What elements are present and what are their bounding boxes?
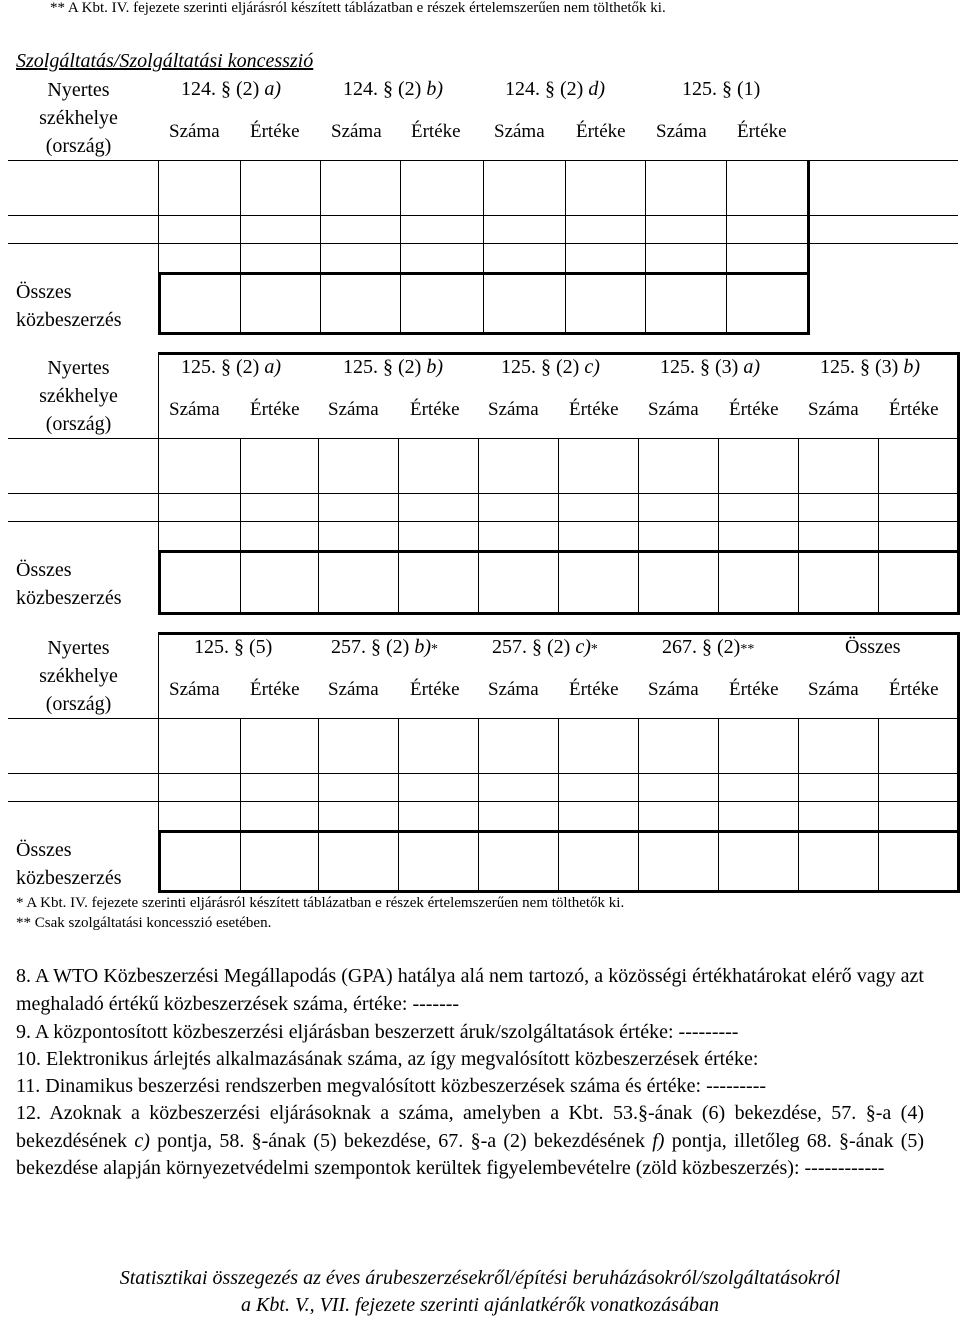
sub-header-count: Száma xyxy=(328,679,379,700)
sub-header-value: Értéke xyxy=(889,679,939,700)
paragraph-8: 8. A WTO Közbeszerzési Megállapodás (GPA) hatálya alá nem tartozó, a közösségi értékhatárokat elérő vagy azt meghaladó értékű közbeszerzések száma, értéke: ------- xyxy=(16,965,924,1015)
sub-header-value: Értéke xyxy=(250,679,300,700)
group-header: 257. § (2) c)* xyxy=(492,636,598,658)
sub-header-count: Száma xyxy=(169,399,220,420)
group-header: 125. § (2) c) xyxy=(501,356,600,378)
total-label-line: közbeszerzés xyxy=(16,867,122,889)
row-header-line: (ország) xyxy=(45,413,112,435)
paragraph-12: 12. Azoknak a közbeszerzési eljárásoknak a száma, amelyben a Kbt. 53.§-ának (6) bekezdése, 57. §-a (4) bekezdésének c) pontja, 58. §-ának (5) bekezdése, 67. §-a (2) bekezdésének f) pontja, illetőleg 68. §-ának (5) bekezdése alapján környezetvédelmi szempontok kerültek figyelembevételre (zöld közbeszerzés): ------------ xyxy=(16,1102,925,1179)
sub-header-value: Értéke xyxy=(729,399,779,420)
paragraph-10: 10. Elektronikus árlejtés alkalmazásának száma, az így megvalósított közbeszerzések értéke: xyxy=(16,1048,759,1070)
group-header: 124. § (2) b) xyxy=(343,78,443,100)
sub-header-count: Száma xyxy=(648,399,699,420)
row-header-line: székhelye xyxy=(39,107,118,129)
sub-header-value: Értéke xyxy=(250,121,300,142)
row-header-line: Nyertes xyxy=(47,637,110,659)
sub-header-count: Száma xyxy=(808,679,859,700)
row-header-line: székhelye xyxy=(39,385,118,407)
row-header-line: Nyertes xyxy=(47,357,110,379)
sub-header-value: Értéke xyxy=(410,679,460,700)
total-row-label xyxy=(16,556,122,612)
sub-header-value: Értéke xyxy=(569,399,619,420)
total-label-line: közbeszerzés xyxy=(16,587,122,609)
paragraph-9: 9. A központosított közbeszerzési eljárásban beszerzett áruk/szolgáltatások értéke: --------- xyxy=(16,1021,739,1043)
sub-header-value: Értéke xyxy=(250,399,300,420)
group-header-total: Összes xyxy=(845,636,901,658)
sub-header-value: Értéke xyxy=(410,399,460,420)
sub-header-value: Értéke xyxy=(411,121,461,142)
footer-line: a Kbt. V., VII. fejezete szerinti ajánlatkérők vonatkozásában xyxy=(241,1294,719,1316)
footer-line: Statisztikai összegezés az éves árubeszerzésekről/építési beruházásokról/szolgáltatásokról xyxy=(119,1267,841,1289)
sub-header-count: Száma xyxy=(488,399,539,420)
page-footer xyxy=(0,1265,960,1319)
row-header xyxy=(16,76,141,160)
total-label-line: Összes xyxy=(16,559,72,581)
group-header: 125. § (2) a) xyxy=(181,356,281,378)
sub-header-count: Száma xyxy=(648,679,699,700)
total-row-label xyxy=(16,836,122,892)
group-header: 125. § (1) xyxy=(682,78,761,100)
total-row-label xyxy=(16,278,122,334)
sub-header-count: Száma xyxy=(169,679,220,700)
sub-header-count: Száma xyxy=(169,121,220,142)
group-header: 125. § (3) b) xyxy=(820,356,920,378)
group-header: 125. § (5) xyxy=(194,636,273,658)
sub-header-value: Értéke xyxy=(737,121,787,142)
row-header-line: Nyertes xyxy=(47,79,110,101)
total-label-line: közbeszerzés xyxy=(16,309,122,331)
group-header: 124. § (2) a) xyxy=(181,78,281,100)
footnote-1: * A Kbt. IV. fejezete szerinti eljárásról készített táblázatban e részek értelemszerűen nem tölthetők ki. xyxy=(16,895,625,911)
sub-header-count: Száma xyxy=(328,399,379,420)
row-header-line: (ország) xyxy=(45,135,112,157)
row-header-line: székhelye xyxy=(39,665,118,687)
group-header: 125. § (2) b) xyxy=(343,356,443,378)
total-label-line: Összes xyxy=(16,281,72,303)
paragraph-11: 11. Dinamikus beszerzési rendszerben megvalósított közbeszerzések száma és értéke: --------- xyxy=(16,1075,767,1097)
row-header-line: (ország) xyxy=(45,693,112,715)
sub-header-value: Értéke xyxy=(569,679,619,700)
sub-header-count: Száma xyxy=(808,399,859,420)
group-header: 125. § (3) a) xyxy=(660,356,760,378)
sub-header-count: Száma xyxy=(656,121,707,142)
top-note: ** A Kbt. IV. fejezete szerinti eljárásról készített táblázatban e részek értelemszerűen nem tölthetők ki. xyxy=(50,0,666,16)
sub-header-value: Értéke xyxy=(889,399,939,420)
total-label-line: Összes xyxy=(16,839,72,861)
sub-header-count: Száma xyxy=(488,679,539,700)
row-header xyxy=(16,354,141,438)
section-title: Szolgáltatás/Szolgáltatási koncesszió xyxy=(16,50,314,72)
sub-header-value: Értéke xyxy=(729,679,779,700)
group-header: 267. § (2)** xyxy=(662,636,755,658)
group-header: 124. § (2) d) xyxy=(505,78,605,100)
sub-header-count: Száma xyxy=(494,121,545,142)
footnote-2: ** Csak szolgáltatási koncesszió esetében. xyxy=(16,915,272,931)
sub-header-count: Száma xyxy=(331,121,382,142)
group-header: 257. § (2) b)* xyxy=(331,636,438,658)
sub-header-value: Értéke xyxy=(576,121,626,142)
row-header xyxy=(16,634,141,718)
